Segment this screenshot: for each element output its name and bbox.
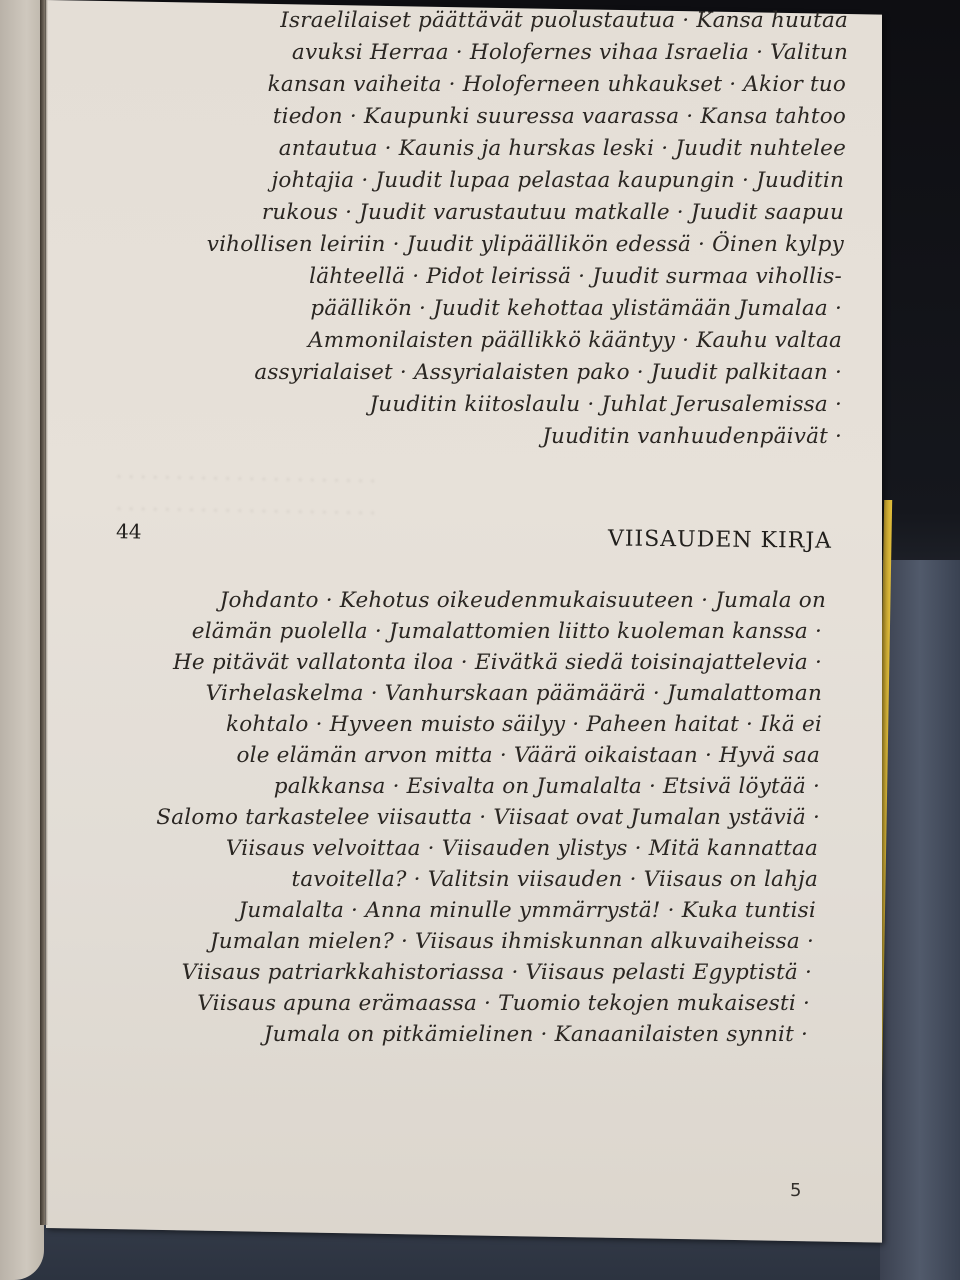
text-line: Johdanto · Kehotus oikeudenmukaisuuteen · Jumala on: [219, 588, 826, 613]
text-line: Jumalalta · Anna minulle ymmärrystä! · Kuka tuntisi: [238, 898, 816, 923]
text-line: tiedon · Kaupunki suuressa vaarassa · Kansa tahtoo: [272, 104, 846, 129]
text-line: Juuditin kiitoslaulu · Juhlat Jerusalemissa ·: [369, 392, 842, 417]
text-line: Jumalan mielen? · Viisaus ihmiskunnan alkuvaiheissa ·: [209, 929, 814, 954]
text-line: rukous · Juudit varustautuu matkalle · Juudit saapuu: [261, 200, 844, 225]
text-line: Jumala on pitkämielinen · Kanaanilaisten synnit ·: [263, 1022, 808, 1047]
section-page-number: 44: [115, 519, 142, 544]
text-line: elämän puolella · Jumalattomien liitto kuoleman kanssa ·: [191, 619, 822, 644]
fabric-background: [880, 560, 960, 1280]
text-line: kansan vaiheita · Holoferneen uhkaukset · Akior tuo: [267, 72, 846, 97]
text-line: johtajia · Juudit lupaa pelastaa kaupungin · Juuditin: [271, 168, 844, 193]
section-title: VIISAUDEN KIRJA: [607, 526, 833, 554]
text-line: avuksi Herraa · Holofernes vihaa Israelia · Valitun: [291, 40, 848, 65]
text-line: vihollisen leiriin · Juudit ylipäällikön edessä · Öinen kylpy: [206, 232, 844, 257]
text-line: Israelilaiset päättävät puolustautua · Kansa huutaa: [280, 8, 848, 33]
show-through-text: · · · · · · · · · · · · · · · · · · · · · ·: [116, 466, 376, 493]
text-line: Viisaus velvoittaa · Viisauden ylistys · Mitä kannattaa: [225, 836, 818, 861]
text-line: Juuditin vanhuudenpäivät ·: [542, 424, 842, 449]
gutter-shadow: [40, 0, 48, 1225]
text-line: Ammonilaisten päällikkö kääntyy · Kauhu valtaa: [308, 328, 842, 353]
text-line: Viisaus apuna erämaassa · Tuomio tekojen mukaisesti ·: [197, 991, 810, 1016]
text-line: antautua · Kaunis ja hurskas leski · Juudit nuhtelee: [278, 136, 846, 161]
text-line: kohtalo · Hyveen muisto säilyy · Paheen haitat · Ikä ei: [226, 712, 822, 737]
text-line: palkkansa · Esivalta on Jumalalta · Etsivä löytää ·: [273, 774, 820, 799]
text-line: Virhelaskelma · Vanhurskaan päämäärä · Jumalattoman: [205, 681, 822, 706]
text-line: lähteellä · Pidot leirissä · Juudit surmaa vihollis-: [309, 264, 842, 289]
left-page-edge: [0, 0, 44, 1280]
text-line: tavoitella? · Valitsin viisauden · Viisaus on lahja: [291, 867, 818, 892]
show-through-text: · · · · · · · · · · · · · · · · · · · · · ·: [116, 498, 376, 525]
text-line: päällikön · Juudit kehottaa ylistämään Jumalaa ·: [310, 296, 842, 321]
text-line: Salomo tarkastelee viisautta · Viisaat ovat Jumalan ystäviä ·: [156, 805, 820, 830]
text-line: Viisaus patriarkkahistoriassa · Viisaus pelasti Egyptistä ·: [181, 960, 812, 985]
text-line: He pitävät vallatonta iloa · Eivätkä siedä toisinajattelevia ·: [172, 650, 822, 675]
page-number: 5: [790, 1180, 802, 1201]
text-line: assyrialaiset · Assyrialaisten pako · Juudit palkitaan ·: [254, 360, 842, 385]
text-line: ole elämän arvon mitta · Väärä oikaistaan · Hyvä saa: [236, 743, 820, 768]
